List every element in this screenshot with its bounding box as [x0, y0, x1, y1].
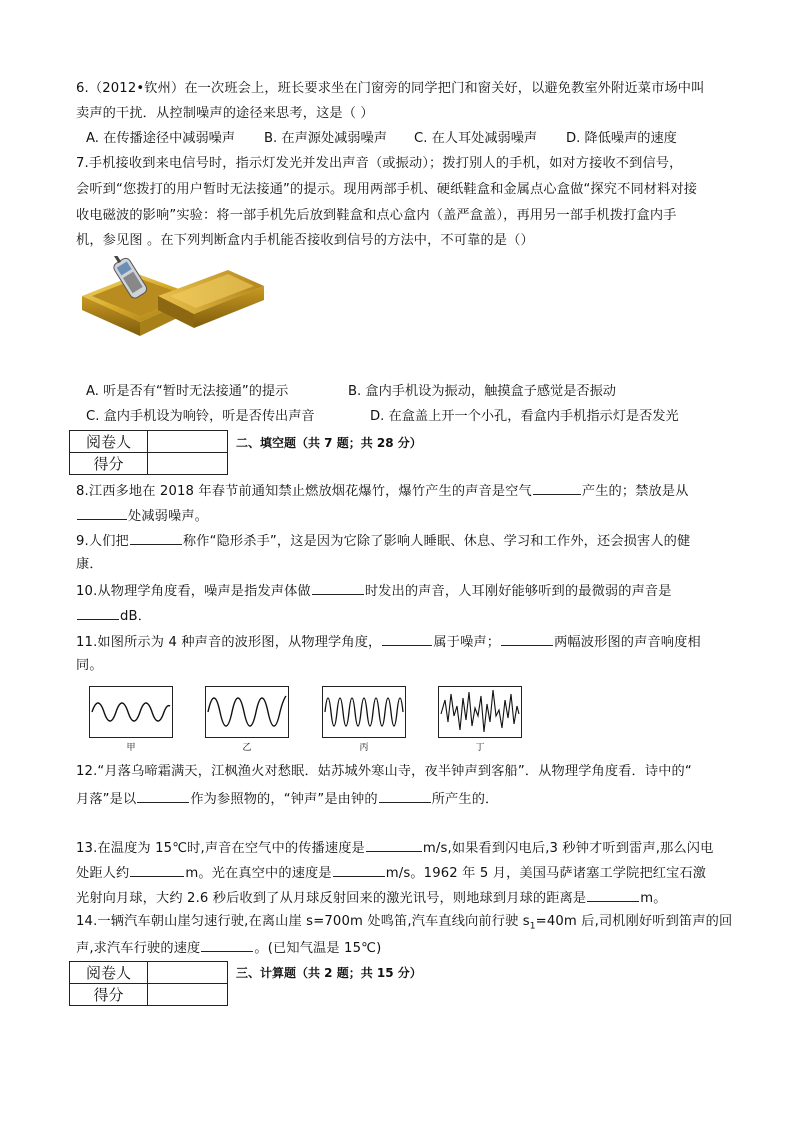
- q7-line2: 会听到“您拨打的用户暂时无法接通”的提示。现用两部手机、硬纸鞋盒和金属点心盒做“探究不同材料对接: [76, 182, 698, 197]
- q9-line2: 康．: [76, 557, 103, 572]
- section-2-heading: 二、填空题（共 7 题；共 28 分）: [236, 436, 422, 450]
- q6-option-b: B. 在声源处减弱噪声: [264, 131, 387, 146]
- q6-line2: 卖声的干扰．从控制噪声的途径来思考，这是（ ）: [76, 106, 374, 121]
- q9-line1: 9.人们把 称作“隐形杀手”，这是因为它除了影响人睡眠、休息、学习和工作外，还会损害人的健: [76, 530, 726, 552]
- q6-option-d: D. 降低噪声的速度: [566, 131, 677, 146]
- q10-line1: 10.从物理学角度看，噪声是指发声体做 时发出的声音，人耳刚好能够听到的最微弱的声音是: [76, 580, 726, 602]
- q13-line2: 处距人约 m。光在真空中的速度是 m/s。1962 年 5 月，美国马萨诸塞工学院把红宝石激: [76, 862, 726, 884]
- q7-option-a: A. 听是否有“暂时无法接通”的提示: [86, 384, 289, 399]
- reviewer-cell-2: [148, 962, 228, 984]
- q6-option-a: A. 在传播途径中减弱噪声: [86, 131, 236, 146]
- score-box-2: [69, 961, 228, 1006]
- q7-line3: 收电磁波的影响”实验：将一部手机先后放到鞋盒和点心盒内（盖严盒盖），再用另一部手机拨打盒内手: [76, 208, 677, 223]
- score-cell: [148, 453, 228, 475]
- waveform-yi: [205, 686, 289, 738]
- q11-line2: 同。: [76, 658, 103, 673]
- waveform-label-yi: 乙: [242, 743, 252, 753]
- q7-line4: 机，参见图 。在下列判断盒内手机能否接收到信号的方法中，不可靠的是（）: [76, 233, 534, 248]
- q7-option-d: D. 在盒盖上开一个小孔，看盒内手机指示灯是否发光: [370, 409, 679, 424]
- reviewer-label: 阅卷人: [70, 431, 148, 453]
- waveform-jia: [89, 686, 173, 738]
- q7-option-c: C. 盒内手机设为响铃，听是否传出声音: [86, 409, 315, 424]
- waveform-label-ding: 丁: [475, 743, 485, 753]
- section-3-heading: 三、计算题（共 2 题；共 15 分）: [236, 966, 422, 980]
- q10-line2: dB．: [76, 605, 726, 627]
- q14-line2: 声,求汽车行驶的速度 。(已知气温是 15℃): [76, 937, 726, 959]
- waveform-ding: [438, 686, 522, 738]
- q14-line1: 14.一辆汽车朝山崖匀速行驶,在离山崖 s=700m 处鸣笛,汽车直线向前行驶 $s_1=40m$ 后,司机刚好听到笛声的回: [76, 914, 733, 932]
- q13-line1: 13.在温度为 15℃时,声音在空气中的传播速度是 m/s,如果看到闪电后,3 秒钟才听到雷声,那么闪电: [76, 837, 726, 859]
- score-cell-2: [148, 984, 228, 1006]
- q6-line1: 6.（2012•钦州）在一次班会上，班长要求坐在门窗旁的同学把门和窗关好，以避免教室外附近菜市场中叫: [76, 81, 705, 96]
- score-label: 得分: [70, 453, 148, 475]
- q12-line1: 12.“月落乌啼霜满天，江枫渔火对愁眠．姑苏城外寒山寺，夜半钟声到客船”．从物理学角度看．诗中的“: [76, 764, 692, 779]
- q12-line2: 月落”是以 作为参照物的，“钟声”是由钟的 所产生的．: [76, 788, 726, 810]
- q13-line3: 光射向月球，大约 2.6 秒后收到了从月球反射回来的激光讯号，则地球到月球的距离是 m。: [76, 887, 726, 909]
- reviewer-cell: [148, 431, 228, 453]
- waveform-label-jia: 甲: [126, 743, 136, 753]
- score-label-2: 得分: [70, 984, 148, 1006]
- reviewer-label-2: 阅卷人: [70, 962, 148, 984]
- q8-line2: 处减弱噪声。: [76, 505, 726, 527]
- q11-line1: 11.如图所示为 4 种声音的波形图，从物理学角度， 属于噪声； 两幅波形图的声音响度相: [76, 631, 726, 653]
- q8-line1: 8.江西多地在 2018 年春节前通知禁止燃放烟花爆竹，爆竹产生的声音是空气 产生的；禁放是从: [76, 480, 726, 502]
- score-box: [69, 430, 228, 475]
- waveform-bing: [322, 686, 406, 738]
- q7-line1: 7.手机接收到来电信号时，指示灯发光并发出声音（或振动）；拨打别人的手机，如对方接收不到信号，: [76, 156, 683, 171]
- phone-in-box-image: [78, 256, 268, 356]
- q6-option-c: C. 在人耳处减弱噪声: [414, 131, 538, 146]
- waveform-label-bing: 丙: [359, 743, 369, 753]
- q7-option-b: B. 盒内手机设为振动，触摸盒子感觉是否振动: [348, 384, 616, 399]
